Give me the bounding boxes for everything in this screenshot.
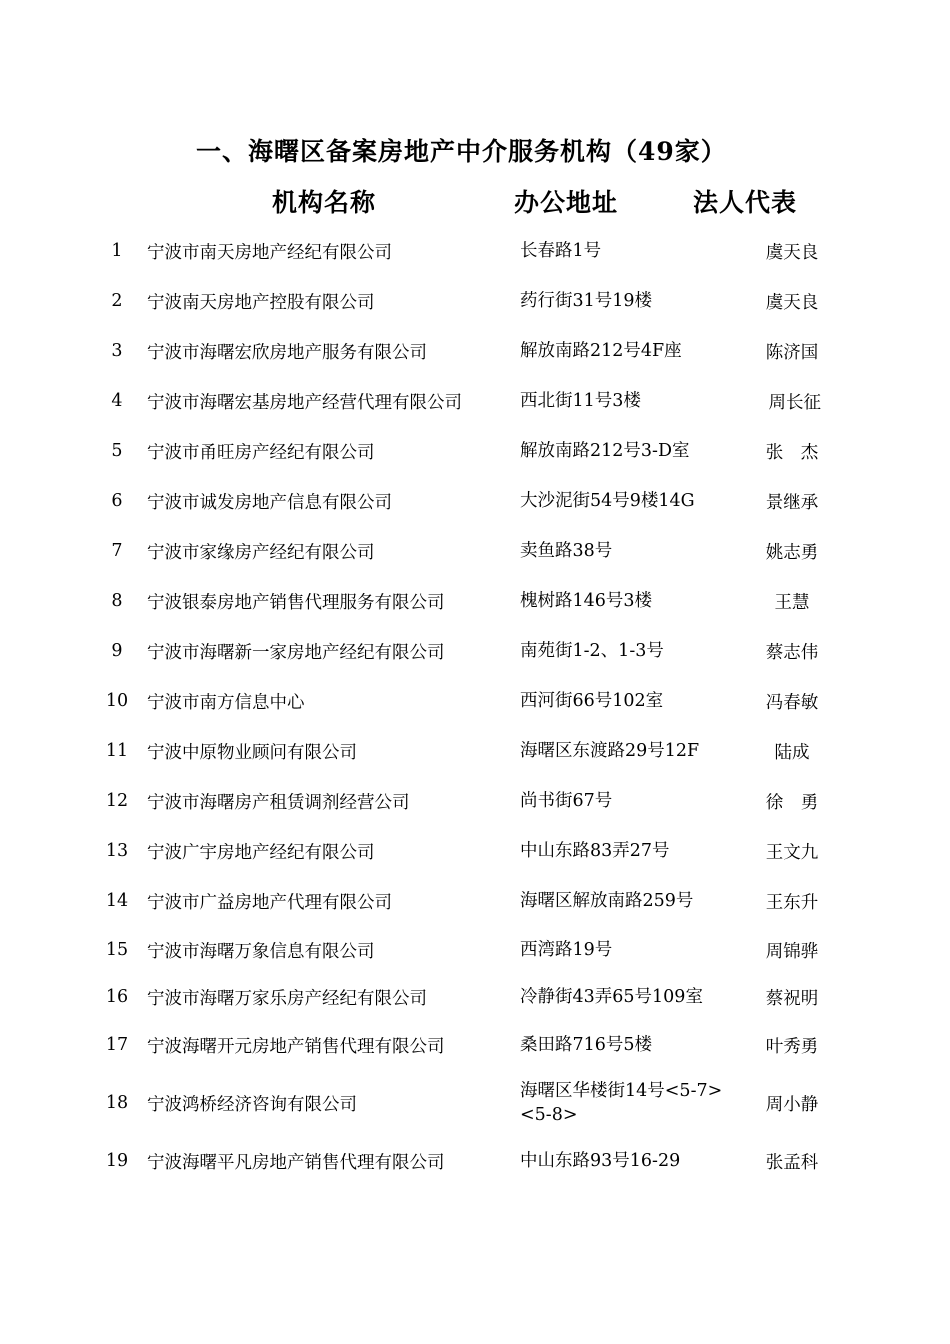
table-row [0,826,950,876]
agency-name: 宁波市海曙万家乐房产经纪有限公司 [147,988,427,1009]
row-number: 11 [105,741,129,761]
agency-address: 卖鱼路38号 [520,541,613,561]
agency-address: 西湾路19号 [520,940,613,960]
agency-name: 宁波南天房地产控股有限公司 [147,292,375,313]
table-row [0,776,950,826]
agency-name: 宁波市南天房地产经纪有限公司 [147,242,392,263]
table-row [0,276,950,326]
agency-address: 海曙区解放南路259号 [520,891,694,911]
table-row [0,626,950,676]
row-number: 10 [105,691,129,711]
agency-name: 宁波海曙开元房地产销售代理有限公司 [147,1036,445,1057]
agency-name: 宁波市家缘房产经纪有限公司 [147,542,375,563]
table-row [0,1020,950,1070]
row-number: 8 [111,591,123,611]
row-number: 17 [105,1035,129,1055]
row-number: 4 [111,391,123,411]
table-row [0,576,950,626]
agency-address: 解放南路212号4F座 [520,341,682,361]
agency-name: 宁波广宇房地产经纪有限公司 [147,842,375,863]
header-address: 办公地址 [514,188,619,217]
legal-representative: 陈济国 [765,342,819,363]
agency-address: 南苑街1-2、1-3号 [520,641,664,661]
legal-representative: 徐 勇 [765,792,819,813]
header-name: 机构名称 [272,188,377,217]
table-row [0,376,950,426]
table-row [0,974,950,1020]
agency-address: 冷静街43弄65号109室 [520,987,703,1007]
agency-address: 中山东路93号16-29 [520,1151,681,1171]
row-number: 18 [105,1093,129,1113]
legal-representative: 虞天良 [765,292,819,313]
agency-name: 宁波市南方信息中心 [147,692,305,713]
row-number: 7 [111,541,123,561]
legal-representative: 虞天良 [765,242,819,263]
agency-name: 宁波市海曙宏基房地产经营代理有限公司 [147,392,462,413]
row-number: 12 [105,791,129,811]
table-row [0,326,950,376]
legal-representative: 周长征 [762,392,822,413]
legal-representative: 周锦骅 [765,941,819,962]
agency-name: 宁波市广益房地产代理有限公司 [147,892,392,913]
agency-name: 宁波市诚发房地产信息有限公司 [147,492,392,513]
legal-representative: 张孟科 [765,1152,819,1173]
agency-name: 宁波市海曙新一家房地产经纪有限公司 [147,642,445,663]
legal-representative: 景继承 [765,492,819,513]
row-number: 19 [105,1151,129,1171]
row-number: 3 [111,341,123,361]
legal-representative: 姚志勇 [765,542,819,563]
agency-address: 海曙区华楼街14号<5-7><5-8> [520,1081,723,1125]
legal-representative: 张 杰 [765,442,819,463]
agency-address: 药行街31号19楼 [520,291,653,311]
row-number: 5 [111,441,123,461]
agency-address: 长春路1号 [520,241,602,261]
row-number: 14 [105,891,129,911]
table-row [0,676,950,726]
table-row [0,476,950,526]
legal-representative: 王东升 [765,892,819,913]
table-row [0,1070,950,1136]
table-row [0,1136,950,1186]
legal-representative: 王慧 [774,592,810,613]
row-number: 1 [111,241,123,261]
table-row [0,526,950,576]
agency-address: 大沙泥街54号9楼14G [520,491,695,511]
row-number: 9 [111,641,123,661]
agency-list [0,226,950,1186]
agency-address: 槐树路146号3楼 [520,591,653,611]
row-number: 15 [105,940,129,960]
agency-address: 海曙区东渡路29号12F [520,741,700,761]
table-row [0,726,950,776]
agency-name: 宁波市甬旺房产经纪有限公司 [147,442,375,463]
agency-name: 宁波市海曙宏欣房地产服务有限公司 [147,342,427,363]
table-row [0,226,950,276]
row-number: 16 [105,987,129,1007]
row-number: 6 [111,491,123,511]
agency-address: 西北街11号3楼 [520,391,641,411]
agency-name: 宁波市海曙房产租赁调剂经营公司 [147,792,410,813]
page-title: 一、海曙区备案房地产中介服务机构（49家） [196,137,727,166]
table-row [0,426,950,476]
table-row [0,926,950,974]
agency-name: 宁波银泰房地产销售代理服务有限公司 [147,592,445,613]
agency-name: 宁波鸿桥经济咨询有限公司 [147,1094,357,1115]
header-representative: 法人代表 [693,188,798,217]
row-number: 2 [111,291,123,311]
legal-representative: 王文九 [765,842,819,863]
agency-address: 中山东路83弄27号 [520,841,670,861]
agency-address: 解放南路212号3-D室 [520,441,690,461]
legal-representative: 周小静 [765,1094,819,1115]
legal-representative: 陆成 [774,742,810,763]
agency-address: 桑田路716号5楼 [520,1035,653,1055]
agency-name: 宁波海曙平凡房地产销售代理有限公司 [147,1152,445,1173]
agency-address: 西河街66号102室 [520,691,664,711]
legal-representative: 冯春敏 [765,692,819,713]
agency-address: 尚书街67号 [520,791,613,811]
legal-representative: 蔡志伟 [765,642,819,663]
table-row [0,876,950,926]
legal-representative: 蔡祝明 [765,988,819,1009]
legal-representative: 叶秀勇 [765,1036,819,1057]
agency-name: 宁波中原物业顾问有限公司 [147,742,357,763]
row-number: 13 [105,841,129,861]
agency-name: 宁波市海曙万象信息有限公司 [147,941,375,962]
